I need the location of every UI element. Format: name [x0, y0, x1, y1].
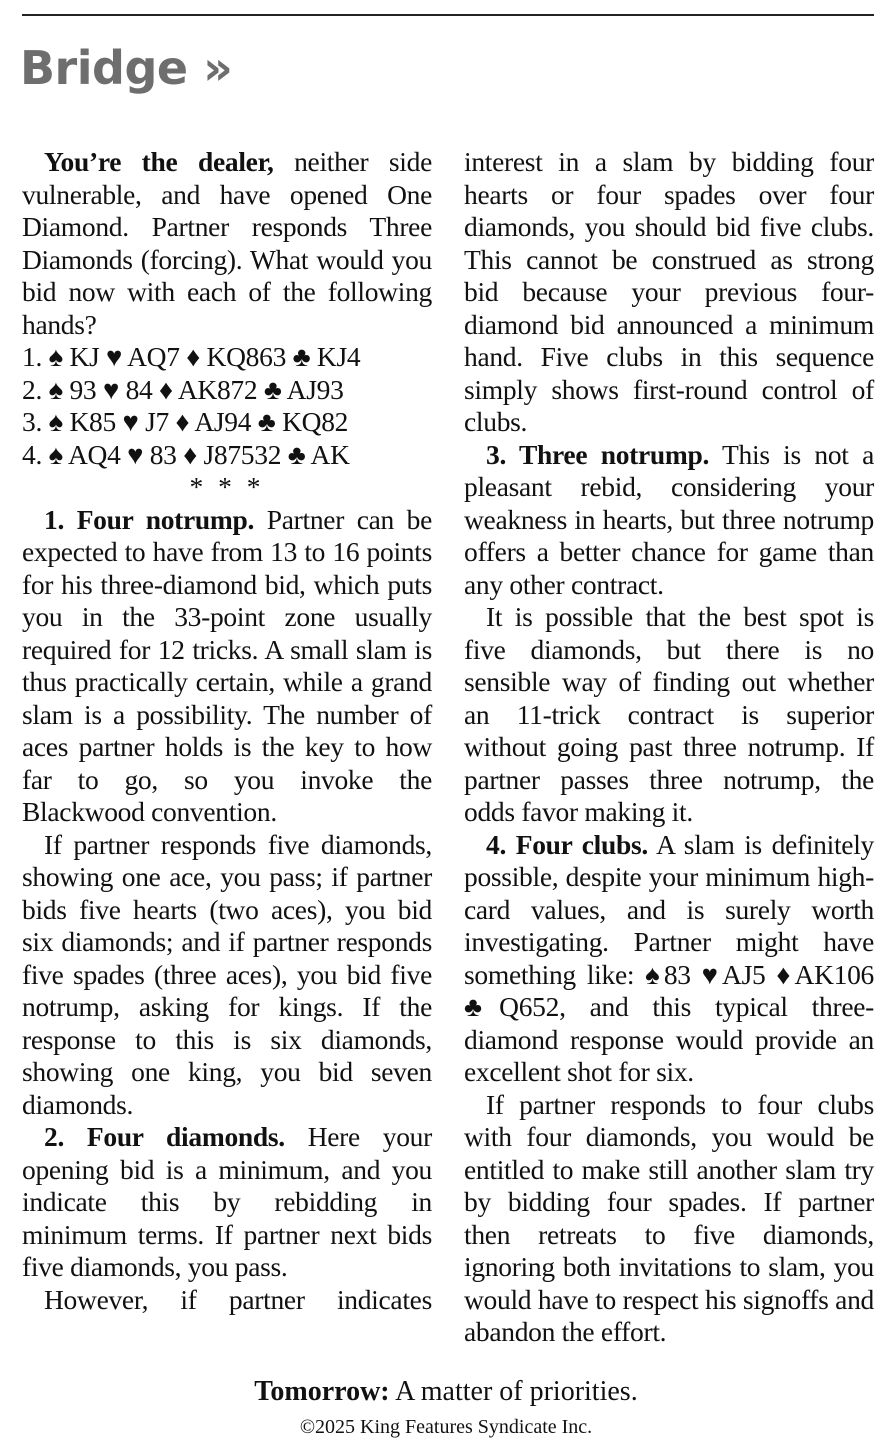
answer-2-lead: 2. Four diamonds.: [44, 1121, 285, 1152]
section-separator: * * *: [189, 471, 265, 502]
answer-4-paragraph: [464, 829, 874, 1089]
hand-4: 4. ♠ AQ4 ♥ 83 ♦ J87532 ♣ AK: [22, 438, 350, 470]
answer-4-lead: 4. Four clubs.: [486, 828, 648, 860]
answer-2-paragraph-2-end: interest in a slam by bidding four hearts or four spades over four diamonds, you should bid five clubs. This cannot be construed as strong bid because your previous four-diamond bid announced a minimum hand. Five clubs in this sequence simply shows first-round control of clubs.: [464, 146, 874, 437]
tomorrow-text: A matter of priorities.: [389, 1376, 638, 1407]
copyright: ©2025 King Features Syndicate Inc.: [299, 1416, 593, 1438]
answer-2-paragraph-2-start: However, if partner indicates: [44, 1283, 432, 1315]
top-rule: [22, 14, 874, 16]
answer-3-paragraph: [464, 439, 874, 602]
answer-3-lead: 3. Three notrump.: [486, 438, 710, 470]
answer-3-text: This is not a pleasant rebid, considering your weakness in hearts, but three notrump offers a better chance for game than any other contract.: [464, 438, 874, 600]
hand-2: 2. ♠ 93 ♥ 84 ♦ AK872 ♣ AJ93: [22, 373, 344, 405]
answer-3-paragraph-2: It is possible that the best spot is five diamonds, but there is no sensible way of finding out whether an 11-trick contract is superior without going past three notrump. If partner passes three notrump, the odds favor making it.: [464, 601, 874, 827]
hand-3: 3. ♠ K85 ♥ J7 ♦ AJ94 ♣ KQ82: [22, 406, 349, 437]
page-title: Bridge »: [20, 41, 233, 95]
intro-paragraph: [22, 146, 432, 341]
answer-4-text: A slam is definitely possible, despite your minimum high-card values, and is surely worth investigating. Partner might have something like: ♠83 ♥AJ5 ♦AK106 ♣Q652, and this typical three-diamond response would provide an excellent shot for six.: [464, 828, 874, 1087]
answer-1-paragraph: [22, 504, 432, 829]
intro-lead: You’re the dealer,: [44, 146, 274, 177]
answer-4-paragraph-2: If partner responds to four clubs with four diamonds, you would be entitled to make still another slam try by bidding four spades. If partner then retreats to five diamonds, ignoring both invitations to slam, you would have to respect his signoffs and abandon the effort.: [464, 1088, 874, 1347]
left-column: [22, 146, 432, 1316]
hands-list: [22, 341, 432, 504]
answer-1-paragraph-2: If partner responds five diamonds, showing one ace, you pass; if partner bids five hearts (two aces), you bid six diamonds; and if partner responds five spades (three aces), you bid five notrump, asking for kings. If the response to this is six diamonds, showing one king, you bid seven diamonds.: [22, 828, 432, 1120]
tomorrow-label: Tomorrow:: [254, 1376, 390, 1407]
answer-1-lead: 1. Four notrump.: [44, 503, 255, 535]
answer-2-text: Here your opening bid is a minimum, and you indicate this by rebidding in minimum terms. If partner next bids five diamonds, you pass.: [22, 1121, 432, 1282]
hand-1: 1. ♠ KJ ♥ AQ7 ♦ KQ863 ♣ KJ4: [22, 341, 361, 372]
intro-text: neither side vulnerable, and have opened One Diamond. Partner responds Three Diamonds (forcing). What would you bid now with each of the following hands?: [22, 146, 432, 340]
tomorrow-line: [0, 1374, 892, 1410]
right-column: [464, 146, 874, 1349]
answer-1-text: Partner can be expected to have from 13 to 16 points for his three-diamond bid, which puts you in the 33-point zone usually required for 12 tricks. A small slam is thus practically certain, while a grand slam is a possibility. The number of aces partner holds is the key to how far to go, so you invoke the Blackwood convention.: [22, 503, 433, 827]
answer-2-paragraph: [22, 1121, 432, 1284]
